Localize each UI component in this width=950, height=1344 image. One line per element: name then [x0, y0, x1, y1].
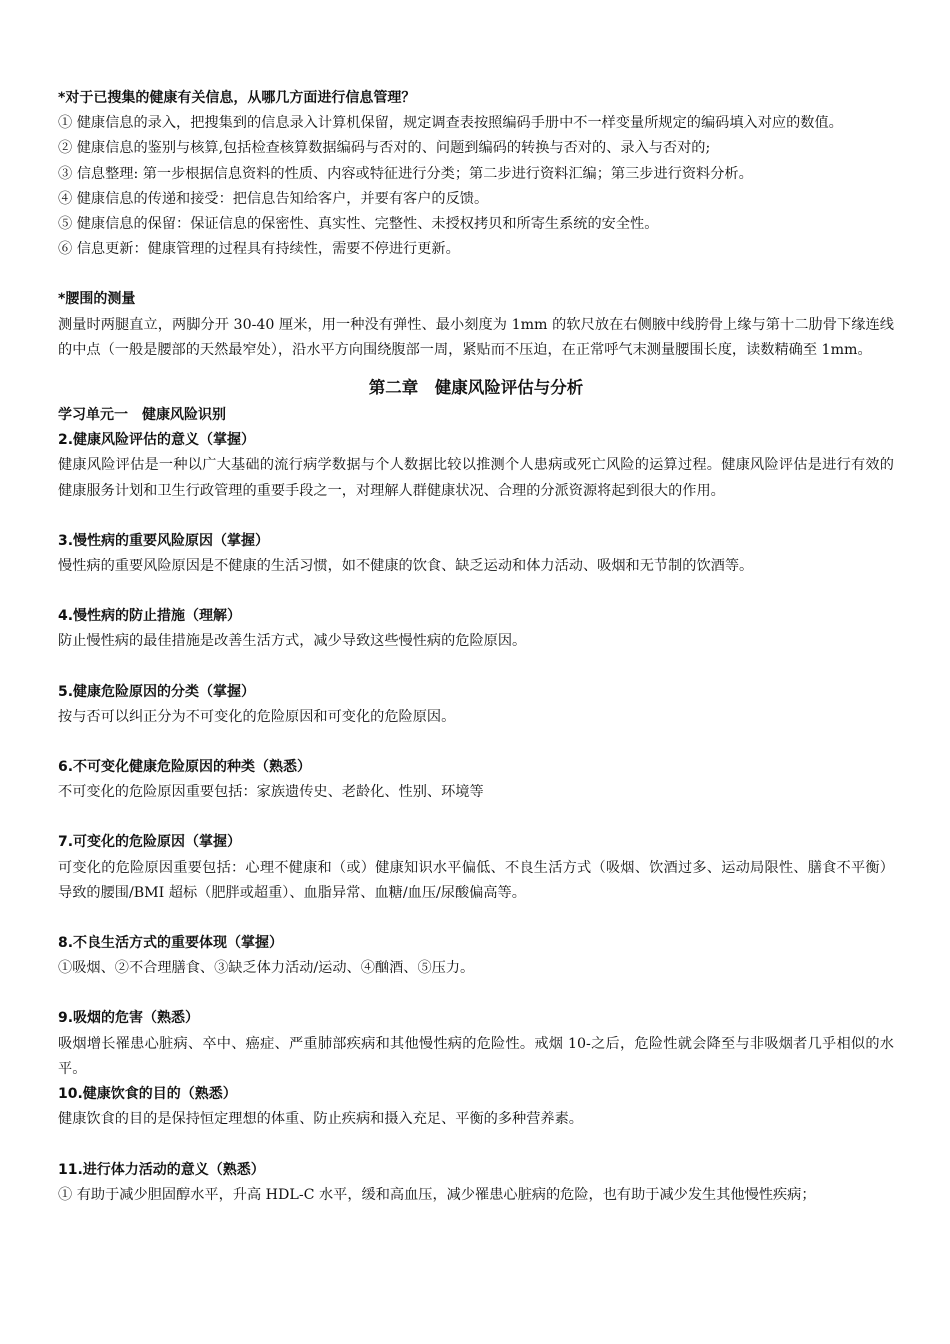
- paragraph: ⑥ 信息更新：健康管理的过程具有持续性，需要不停进行更新。: [58, 241, 460, 258]
- paragraph: 测量时两腿直立，两脚分开 30-40 厘米，用一种没有弹性、最小刻度为 1mm 的软尺放在右侧腋中线胯骨上缘与第十二肋骨下缘连线的中点（一般是腰部的天然最窄处），沿水平方向围绕腹部一周，紧贴而不压迫，在正常呼气末测量腰围长度，读数精确至 1mm。: [58, 316, 894, 358]
- item-heading: 8.不良生活方式的重要体现（掌握）: [58, 935, 284, 952]
- item-heading: 4.慢性病的防止措施（理解）: [58, 608, 242, 625]
- item-2: [58, 428, 894, 504]
- item-5: [58, 680, 894, 730]
- paragraph: 不可变化的危险原因重要包括：家族遗传史、老龄化、性别、环境等: [58, 784, 484, 801]
- item-7: [58, 830, 894, 906]
- paragraph: 健康饮食的目的是保持恒定理想的体重、防止疾病和摄入充足、平衡的多种营养素。: [58, 1111, 583, 1128]
- section-waist-measurement: [58, 287, 894, 363]
- paragraph: ① 有助于减少胆固醇水平，升高 HDL-C 水平，缓和高血压，减少罹患心脏病的危险，也有助于减少发生其他慢性疾病；: [58, 1186, 816, 1203]
- paragraph: 防止慢性病的最佳措施是改善生活方式，减少导致这些慢性病的危险原因。: [58, 633, 527, 650]
- document-page: [58, 86, 894, 1208]
- paragraph: ① 健康信息的录入，把搜集到的信息录入计算机保留，规定调查表按照编码手册中不一样变量所规定的编码填入对应的数值。: [58, 115, 843, 132]
- paragraph: ③ 信息整理: 第一步根据信息资料的性质、内容或特征进行分类；第二步进行资料汇编；第三步进行资料分析。: [58, 165, 753, 182]
- item-4: [58, 604, 894, 654]
- item-heading: 10.健康饮食的目的（熟悉）: [58, 1086, 237, 1103]
- paragraph: ①吸烟、②不合理膳食、③缺乏体力活动/运动、④酗酒、⑤压力。: [58, 960, 475, 977]
- section-heading: *对于已搜集的健康有关信息，从哪几方面进行信息管理？: [58, 90, 416, 106]
- unit-title: 学习单元一 健康风险识别: [58, 407, 226, 424]
- item-9: [58, 1006, 894, 1082]
- item-heading: 3.慢性病的重要风险原因（掌握）: [58, 532, 270, 549]
- paragraph: 健康风险评估是一种以广大基础的流行病学数据与个人数据比较以推测个人患病或死亡风险的运算过程。健康风险评估是进行有效的健康服务计划和卫生行政管理的重要手段之一，对理解人群健康状况、合理的分派资源将起到很大的作用。: [58, 457, 894, 499]
- paragraph: ④ 健康信息的传递和接受：把信息告知给客户，并要有客户的反馈。: [58, 190, 489, 207]
- item-heading: 2.健康风险评估的意义（掌握）: [58, 432, 256, 449]
- item-heading: 7.可变化的危险原因（掌握）: [58, 834, 242, 851]
- item-6: [58, 755, 894, 805]
- item-8: [58, 931, 894, 981]
- section-heading: *腰围的测量: [58, 291, 136, 308]
- paragraph: 可变化的危险原因重要包括：心理不健康和（或）健康知识水平偏低、不良生活方式（吸烟、饮酒过多、运动局限性、膳食不平衡）导致的腰围/BMI 超标（肥胖或超重）、血脂异常、血糖/血压/尿酸偏高等。: [58, 859, 894, 901]
- item-3: [58, 529, 894, 579]
- item-heading: 6.不可变化健康危险原因的种类（熟悉）: [58, 759, 312, 776]
- paragraph: 吸烟增长罹患心脏病、卒中、癌症、严重肺部疾病和其他慢性病的危险性。戒烟 10-之后，危险性就会降至与非吸烟者几乎相似的水平。: [58, 1035, 894, 1077]
- item-heading: 11.进行体力活动的意义（熟悉）: [58, 1161, 265, 1178]
- paragraph: 按与否可以纠正分为不可变化的危险原因和可变化的危险原因。: [58, 708, 456, 725]
- chapter-title: 第二章 健康风险评估与分析: [368, 378, 584, 398]
- item-10: [58, 1082, 894, 1132]
- item-heading: 5.健康危险原因的分类（掌握）: [58, 683, 256, 700]
- item-11: [58, 1158, 894, 1208]
- paragraph: 慢性病的重要风险原因是不健康的生活习惯，如不健康的饮食、缺乏运动和体力活动、吸烟和无节制的饮酒等。: [58, 558, 754, 575]
- paragraph: ② 健康信息的鉴别与核算,包括检查核算数据编码与否对的、问题到编码的转换与否对的、录入与否对的;: [58, 140, 711, 157]
- item-heading: 9.吸烟的危害（熟悉）: [58, 1010, 200, 1027]
- paragraph: ⑤ 健康信息的保留：保证信息的保密性、真实性、完整性、未授权拷贝和所寄生系统的安全性。: [58, 216, 659, 233]
- section-info-management: [58, 86, 894, 262]
